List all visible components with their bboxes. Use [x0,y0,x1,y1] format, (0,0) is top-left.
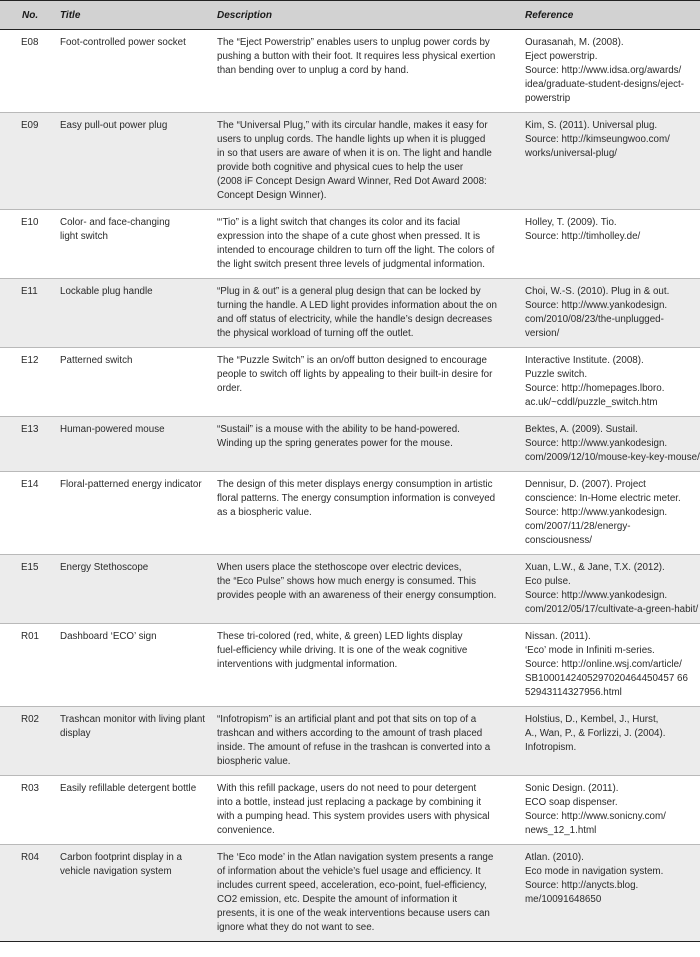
row-title [52,113,209,210]
row-title [52,845,209,942]
row-description [209,210,517,279]
table-row [0,279,700,348]
row-reference-line: ‘Eco’ mode in Infiniti m-series. [525,645,655,656]
table-row [0,113,700,210]
row-description-line: pushing a button with their foot. It requires less physical exertion [217,51,496,62]
row-reference-line: Interactive Institute. (2008). [525,355,644,366]
row-description-line: provide both cognitive and physical cues to help the user [217,162,464,173]
row-reference-line: Kim, S. (2011). Universal plug. [525,120,658,131]
row-description-line: ignore what they do not want to see. [217,922,375,933]
table-row [0,707,700,776]
row-description-line: as a biospheric value. [217,507,312,518]
row-reference-line: Atlan. (2010). [525,852,584,863]
row-description [209,30,517,113]
row-reference-line: Puzzle switch. [525,369,588,380]
row-description-line: The “Puzzle Switch” is an on/off button designed to encourage [217,355,487,366]
row-id: R04 [0,845,52,942]
row-reference-line: Eject powerstrip. [525,51,598,62]
row-description-line: CO2 emission, etc. Despite the amount of information it [217,894,458,905]
row-description-line: The design of this meter displays energy consumption in artistic [217,479,493,490]
row-reference-line: me/10091648650 [525,894,602,905]
row-id: R01 [0,624,52,707]
row-description-line: “Plug in & out” is a general plug design that can be locked by [217,286,481,297]
table-row [0,776,700,845]
row-title [52,279,209,348]
row-reference-line: Source: http://www.sonicny.com/ [525,811,666,822]
row-reference-line: ac.uk/~cddl/puzzle_switch.htm [525,397,658,408]
row-title [52,555,209,624]
row-reference-line: Choi, W.-S. (2010). Plug in & out. [525,286,670,297]
row-reference-line: Source: http://www.yankodesign. [525,438,668,449]
row-reference [517,776,700,845]
row-description-line: biospheric value. [217,756,291,767]
row-title-line: Color- and face-changing [60,217,171,228]
row-reference [517,348,700,417]
row-title [52,707,209,776]
row-reference-line: A., Wan, P., & Forlizzi, J. (2004). [525,728,666,739]
header-title: Title [52,1,209,30]
row-title-line: Easily refillable detergent bottle [60,783,197,794]
row-description-line: than bending over to unplug a cord by hand. [217,65,409,76]
row-description-line: Winding up the spring generates power for the mouse. [217,438,453,449]
row-id: E10 [0,210,52,279]
table-row [0,845,700,942]
table-row [0,30,700,113]
row-description-line: “‘Tio” is a light switch that changes its color and its facial [217,217,461,228]
row-title-line: Carbon footprint display in a [60,852,182,863]
row-description-line: with a pumping head. This system provides users with physical [217,811,490,822]
row-description-line: These tri-colored (red, white, & green) LED lights display [217,631,463,642]
row-reference-line: Source: http://homepages.lboro. [525,383,665,394]
table-row [0,417,700,472]
row-reference-line: Holley, T. (2009). Tio. [525,217,617,228]
row-description-line: (2008 iF Concept Design Award Winner, Red Dot Award 2008: [217,176,487,187]
row-reference-line: works/universal-plug/ [525,148,618,159]
row-description-line: intended to encourage children to turn off the light. The colors of [217,245,495,256]
row-reference-line: Infotropism. [525,742,577,753]
row-reference-line: com/2012/05/17/cultivate-a-green-habit/ [525,604,699,615]
row-title-line: light switch [60,231,108,242]
row-reference-line: Source: http://anycts.blog. [525,880,639,891]
row-description-line: inside. The amount of refuse in the trashcan is converted into a [217,742,491,753]
row-description-line: the physical workload of turning off the outlet. [217,328,414,339]
row-reference-line: ECO soap dispenser. [525,797,618,808]
row-description-line: “Sustail” is a mouse with the ability to be hand-powered. [217,424,460,435]
row-reference-line: Eco mode in navigation system. [525,866,664,877]
row-title-line: Dashboard ‘ECO’ sign [60,631,157,642]
row-reference [517,417,700,472]
row-reference-line: conscience: In-Home electric meter. [525,493,681,504]
row-title [52,30,209,113]
row-reference-line: Source: http://kimseungwoo.com/ [525,134,670,145]
row-reference [517,113,700,210]
row-description [209,279,517,348]
table-row [0,624,700,707]
row-description-line: “Infotropism” is an artificial plant and pot that sits on top of a [217,714,477,725]
row-reference-line: Source: http://www.yankodesign. [525,590,668,601]
row-id: E09 [0,113,52,210]
row-title-line: display [60,728,91,739]
row-reference-line: Source: http://www.idsa.org/awards/ [525,65,682,76]
row-title [52,348,209,417]
row-description-line: When users place the stethoscope over electric devices, [217,562,462,573]
row-reference-line: com/2010/08/23/the-unplugged- [525,314,664,325]
table-header [0,1,700,30]
row-reference-line: Holstius, D., Kembel, J., Hurst, [525,714,659,725]
row-title-line: Energy Stethoscope [60,562,149,573]
row-id: R03 [0,776,52,845]
row-reference-line: Xuan, L.W., & Jane, T.X. (2012). [525,562,665,573]
table-body [0,30,700,942]
row-description [209,417,517,472]
row-title-line: Lockable plug handle [60,286,153,297]
header-row [0,1,700,30]
row-description-line: users to unplug cords. The handle lights up when it is plugged [217,134,486,145]
row-description [209,113,517,210]
row-id: E08 [0,30,52,113]
row-description-line: into a bottle, instead just replacing a package by combining it [217,797,482,808]
row-description-line: in so that users are aware of when it is on. The light and handle [217,148,492,159]
row-description-line: The “Universal Plug,” with its circular handle, makes it easy for [217,120,488,131]
row-description-line: fuel-efficiency while driving. It is one of the weak cognitive [217,645,468,656]
row-id: E13 [0,417,52,472]
row-description-line: expression into the shape of a cute ghost when pressed. It is [217,231,481,242]
row-description-line: people to switch off lights by appealing to their built-in desire for [217,369,493,380]
row-reference-line: Ourasanah, M. (2008). [525,37,624,48]
row-title-line: vehicle navigation system [60,866,172,877]
row-reference-line: Source: http://online.wsj.com/article/ [525,659,682,670]
row-reference-line: Source: http://www.yankodesign. [525,300,668,311]
row-description [209,472,517,555]
row-description [209,845,517,942]
row-reference-line: 52943114327956.html [525,687,622,698]
row-reference [517,555,700,624]
row-description [209,348,517,417]
row-description-line: provides people with an awareness of their energy consumption. [217,590,497,601]
row-id: E12 [0,348,52,417]
row-reference-line: Dennisur, D. (2007). Project [525,479,646,490]
row-reference [517,472,700,555]
row-reference-line: consciousness/ [525,535,592,546]
row-description-line: The “Eject Powerstrip” enables users to unplug power cords by [217,37,490,48]
row-reference-line: powerstrip [525,93,571,104]
row-title-line: Patterned switch [60,355,133,366]
table-row [0,210,700,279]
row-reference-line: SB1000142405297020464450457 66 [525,673,688,684]
row-reference-line: Eco pulse. [525,576,571,587]
header-no: No. [0,1,52,30]
row-description-line: floral patterns. The energy consumption information is conveyed [217,493,496,504]
row-reference-line: com/2007/11/28/energy- [525,521,631,532]
table-row [0,348,700,417]
row-title [52,624,209,707]
row-description-line: convenience. [217,825,275,836]
row-description-line: interventions with judgmental information. [217,659,398,670]
row-reference-line: Sonic Design. (2011). [525,783,619,794]
row-reference [517,30,700,113]
row-title [52,472,209,555]
row-reference [517,624,700,707]
row-reference-line: news_12_1.html [525,825,597,836]
row-description-line: trashcan and withers according to the amount of trash placed [217,728,483,739]
row-title-line: Easy pull-out power plug [60,120,168,131]
row-description-line: presents, it is one of the weak interventions because users can [217,908,490,919]
row-title-line: Human-powered mouse [60,424,165,435]
row-description-line: With this refill package, users do not need to pour detergent [217,783,477,794]
row-description-line: The ‘Eco mode’ in the Atlan navigation system presents a range [217,852,494,863]
row-description [209,555,517,624]
row-title-line: Floral-patterned energy indicator [60,479,202,490]
row-reference-line: version/ [525,328,560,339]
row-description-line: and off status of electricity, while the handle’s design decreases [217,314,493,325]
row-title [52,417,209,472]
row-reference [517,210,700,279]
header-description: Description [209,1,517,30]
row-description-line: of information about the vehicle’s fuel usage and efficiency. It [217,866,481,877]
table-row [0,472,700,555]
table-row [0,555,700,624]
header-reference: Reference [517,1,700,30]
row-title-line: Foot-controlled power socket [60,37,186,48]
row-description [209,624,517,707]
row-title [52,210,209,279]
row-id: R02 [0,707,52,776]
row-title [52,776,209,845]
row-reference [517,279,700,348]
row-reference [517,845,700,942]
row-reference-line: idea/graduate-student-designs/eject- [525,79,685,90]
row-description [209,776,517,845]
row-description-line: order. [217,383,243,394]
row-description [209,707,517,776]
row-reference-line: com/2009/12/10/mouse-key-key-mouse/ [525,452,700,463]
row-reference-line: Nissan. (2011). [525,631,591,642]
row-description-line: the light switch present three levels of judgmental information. [217,259,485,270]
row-reference-line: Bektes, A. (2009). Sustail. [525,424,638,435]
row-id: E11 [0,279,52,348]
row-description-line: turning the handle. A LED light provides information about the on [217,300,497,311]
row-reference-line: Source: http://www.yankodesign. [525,507,668,518]
row-title-line: Trashcan monitor with living plant [60,714,206,725]
row-id: E15 [0,555,52,624]
row-description-line: includes current speed, acceleration, eco-point, fuel-efficiency, [217,880,487,891]
row-id: E14 [0,472,52,555]
row-description-line: Concept Design Winner). [217,190,327,201]
row-reference [517,707,700,776]
row-description-line: the “Eco Pulse” shows how much energy is consumed. This [217,576,477,587]
row-reference-line: Source: http://timholley.de/ [525,231,641,242]
